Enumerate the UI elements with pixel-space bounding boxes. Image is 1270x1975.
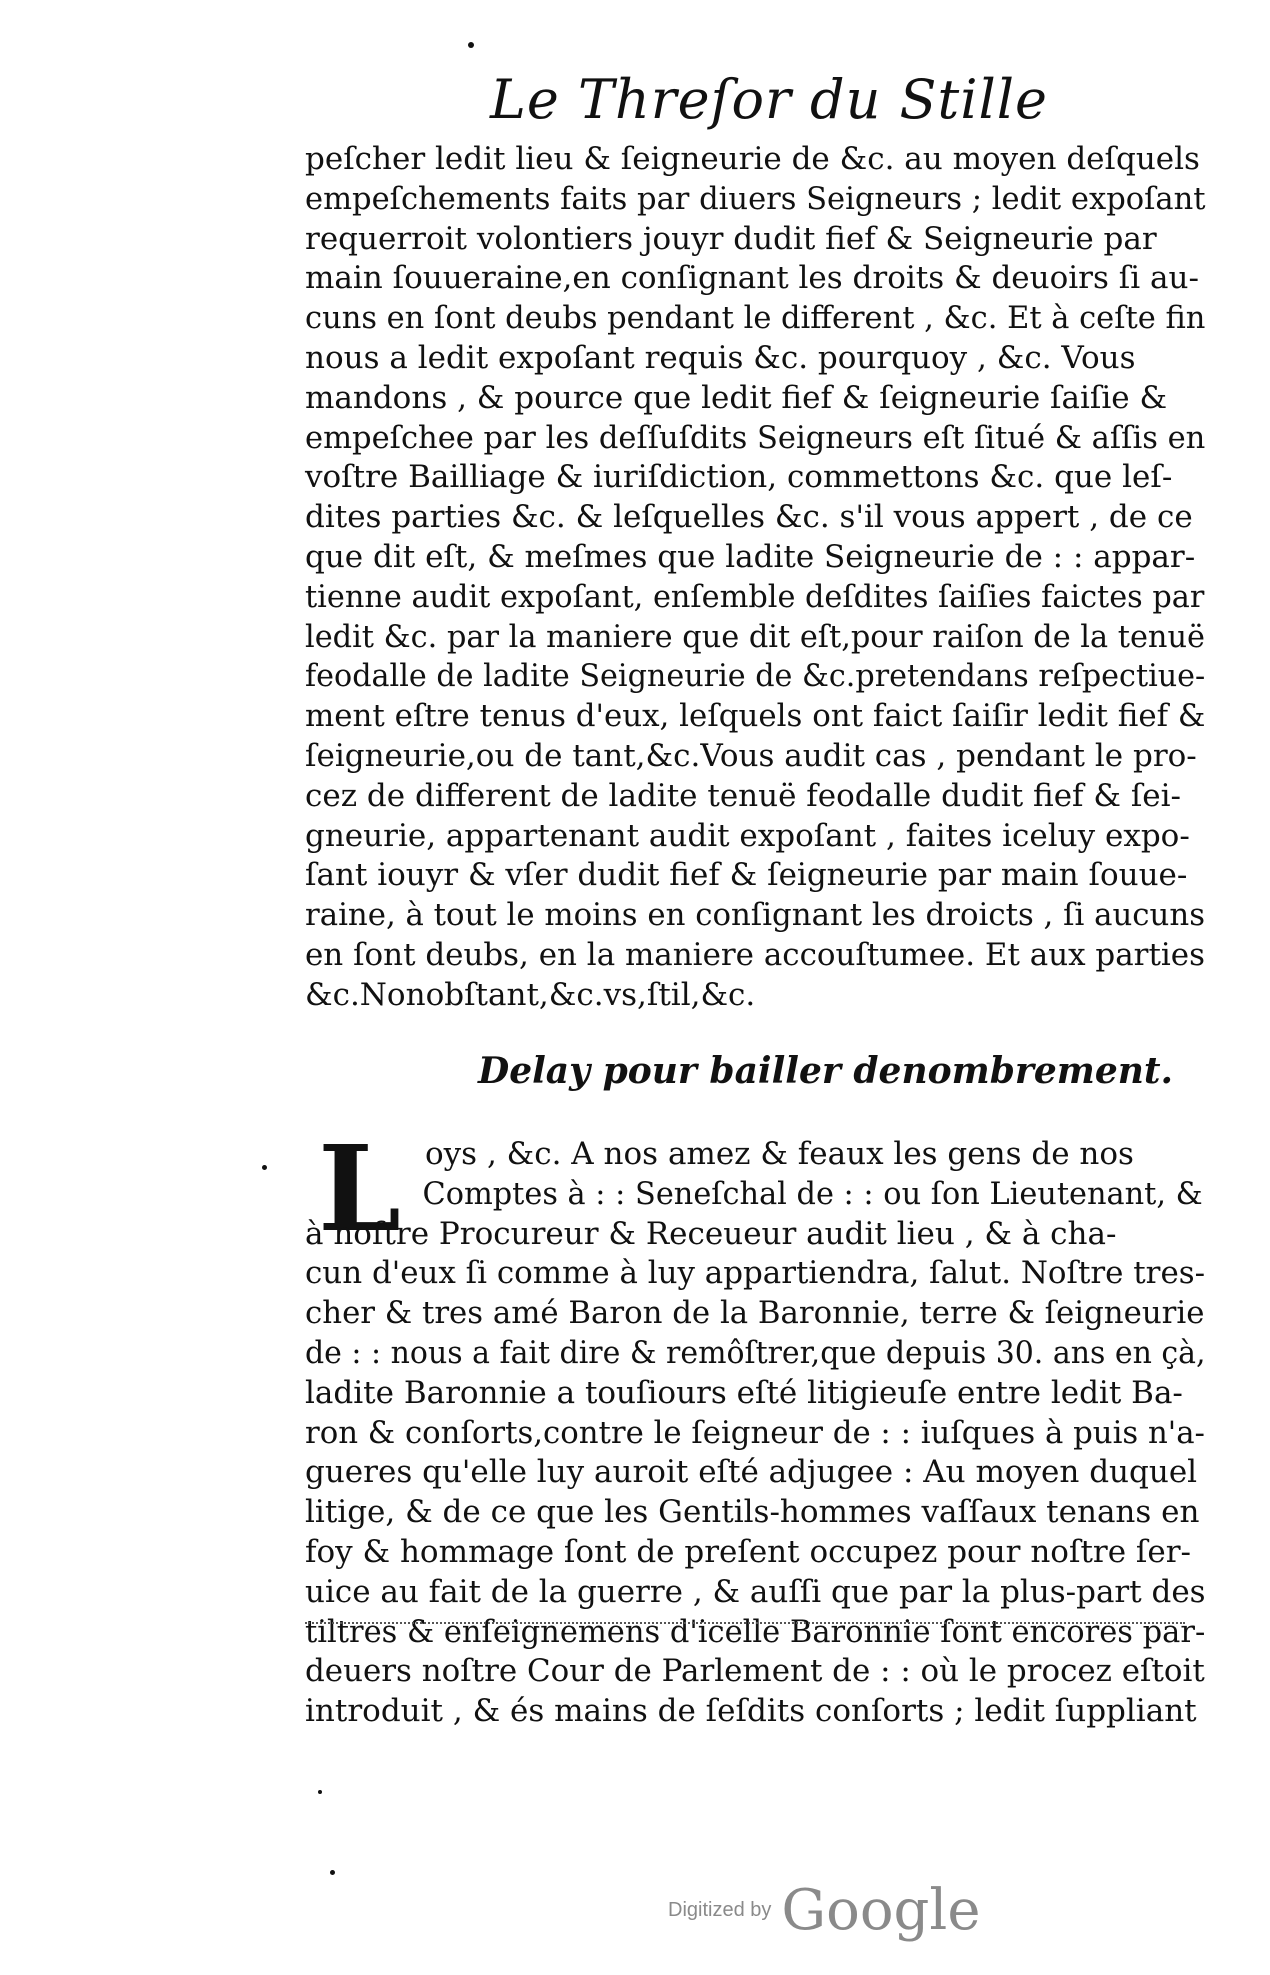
text-line: nous a ledit expoſant requis &c. pourquoy , &c. Vous	[305, 339, 1136, 376]
text-line: ledit &c. par la maniere que dit eſt,pour raiſon de la tenuë	[305, 618, 1205, 655]
text-line: empeſchements faits par diuers Seigneurs ; ledit expoſant	[305, 180, 1206, 217]
text-line: Comptes à : : Seneſchal de : : ou ſon Lieutenant, &	[422, 1175, 1203, 1212]
watermark-prefix: Digitized by	[668, 1899, 772, 1921]
text-line: tiltres & enſeignemens d'icelle Baronnie ſont encores par-	[305, 1613, 1206, 1650]
text-line: que dit eſt, & meſmes que ladite Seigneurie de : : appar-	[305, 538, 1196, 575]
text-line: requerroit volontiers jouyr dudit fief & Seigneurie par	[305, 220, 1157, 257]
text-line: à noſtre Procureur & Receueur audit lieu , & à cha-	[305, 1215, 1117, 1252]
text-line: cez de different de ladite tenuë feodalle dudit fief & ſei-	[305, 777, 1182, 814]
text-line: empeſchee par les deſſuſdits Seigneurs eſt ſitué & aſſis en	[305, 419, 1206, 456]
text-line: ment eſtre tenus d'eux, leſquels ont faict ſaiſir ledit fief &	[305, 698, 1206, 735]
text-line: gueres qu'elle luy auroit eſté adjugee : Au moyen duquel	[305, 1454, 1198, 1491]
text-line: en ſont deubs, en la maniere accouſtumee. Et aux parties	[305, 936, 1205, 973]
text-line: introduit , & és mains de ſeſdits conſorts ; ledit ſuppliant	[305, 1693, 1197, 1730]
ink-speck	[330, 1870, 335, 1875]
text-line: ron & conſorts,contre le ſeigneur de : : iuſques à puis n'a-	[305, 1414, 1205, 1451]
text-line: foy & hommage ſont de preſent occupez pour noſtre ſer-	[305, 1533, 1192, 1570]
text-line: ladite Baronnie a touſiours eſté litigieuſe entre ledit Ba-	[305, 1374, 1183, 1411]
text-line: main ſouueraine,en conſignant les droits & deuoirs ſi au-	[305, 260, 1199, 297]
text-line: deuers noſtre Cour de Parlement de : : où le procez eſtoit	[305, 1653, 1205, 1690]
text-line: gneurie, appartenant audit expoſant , faites iceluy expo-	[305, 817, 1190, 854]
bottom-dotted-rule	[305, 1622, 1185, 1624]
ink-speck	[318, 1790, 322, 1794]
text-line: cher & tres amé Baron de la Baronnie, terre & ſeigneurie	[305, 1295, 1205, 1332]
text-line: uice au fait de la guerre , & auſſi que par la plus-part des	[305, 1573, 1206, 1610]
section-heading: Delay pour bailler denombrement.	[478, 1050, 1174, 1092]
text-line: voſtre Bailliage & iuriſdiction, commettons &c. que leſ-	[305, 459, 1173, 496]
text-line: litige, & de ce que les Gentils-hommes vaſſaux tenans en	[305, 1494, 1200, 1531]
text-line: tienne audit expoſant, enſemble deſdites ſaiſies faictes par	[305, 578, 1205, 615]
google-logo: Google	[781, 1878, 981, 1943]
ink-speck	[262, 1165, 267, 1170]
text-line: ſant iouyr & vſer dudit fief & ſeigneurie par main ſouue-	[305, 857, 1188, 894]
text-line: feodalle de ladite Seigneurie de &c.pretendans reſpectiue-	[305, 658, 1206, 695]
text-line: cun d'eux ſi comme à luy appartiendra, ſalut. Noſtre tres-	[305, 1255, 1206, 1292]
text-block-2	[305, 1135, 1205, 1732]
text-line: mandons , & pource que ledit fief & ſeigneurie ſaiſie &	[305, 379, 1168, 416]
ink-speck	[468, 42, 474, 48]
running-head: Le Threſor du Stille	[490, 68, 1048, 131]
drop-cap: L	[318, 1119, 401, 1258]
text-line: peſcher ledit lieu & ſeigneurie de &c. au moyen deſquels	[305, 141, 1200, 177]
text-line: dites parties &c. & leſquelles &c. s'il vous appert , de ce	[305, 499, 1193, 536]
text-line: &c.Nonobſtant,&c.vs,ſtil,&c.	[305, 976, 756, 1013]
text-block-1	[305, 140, 1205, 1016]
digitized-watermark	[668, 1878, 980, 1943]
text-line: de : : nous a fait dire & remôſtrer,que depuis 30. ans en çà,	[305, 1334, 1206, 1371]
text-line: cuns en ſont deubs pendant le different , &c. Et à ceſte fin	[305, 300, 1206, 337]
text-line: oys , &c. A nos amez & feaux les gens de nos	[425, 1136, 1134, 1172]
text-line: raine, à tout le moins en conſignant les droicts , ſi aucuns	[305, 897, 1205, 934]
text-line: ſeigneurie,ou de tant,&c.Vous audit cas , pendant le pro-	[305, 737, 1197, 774]
